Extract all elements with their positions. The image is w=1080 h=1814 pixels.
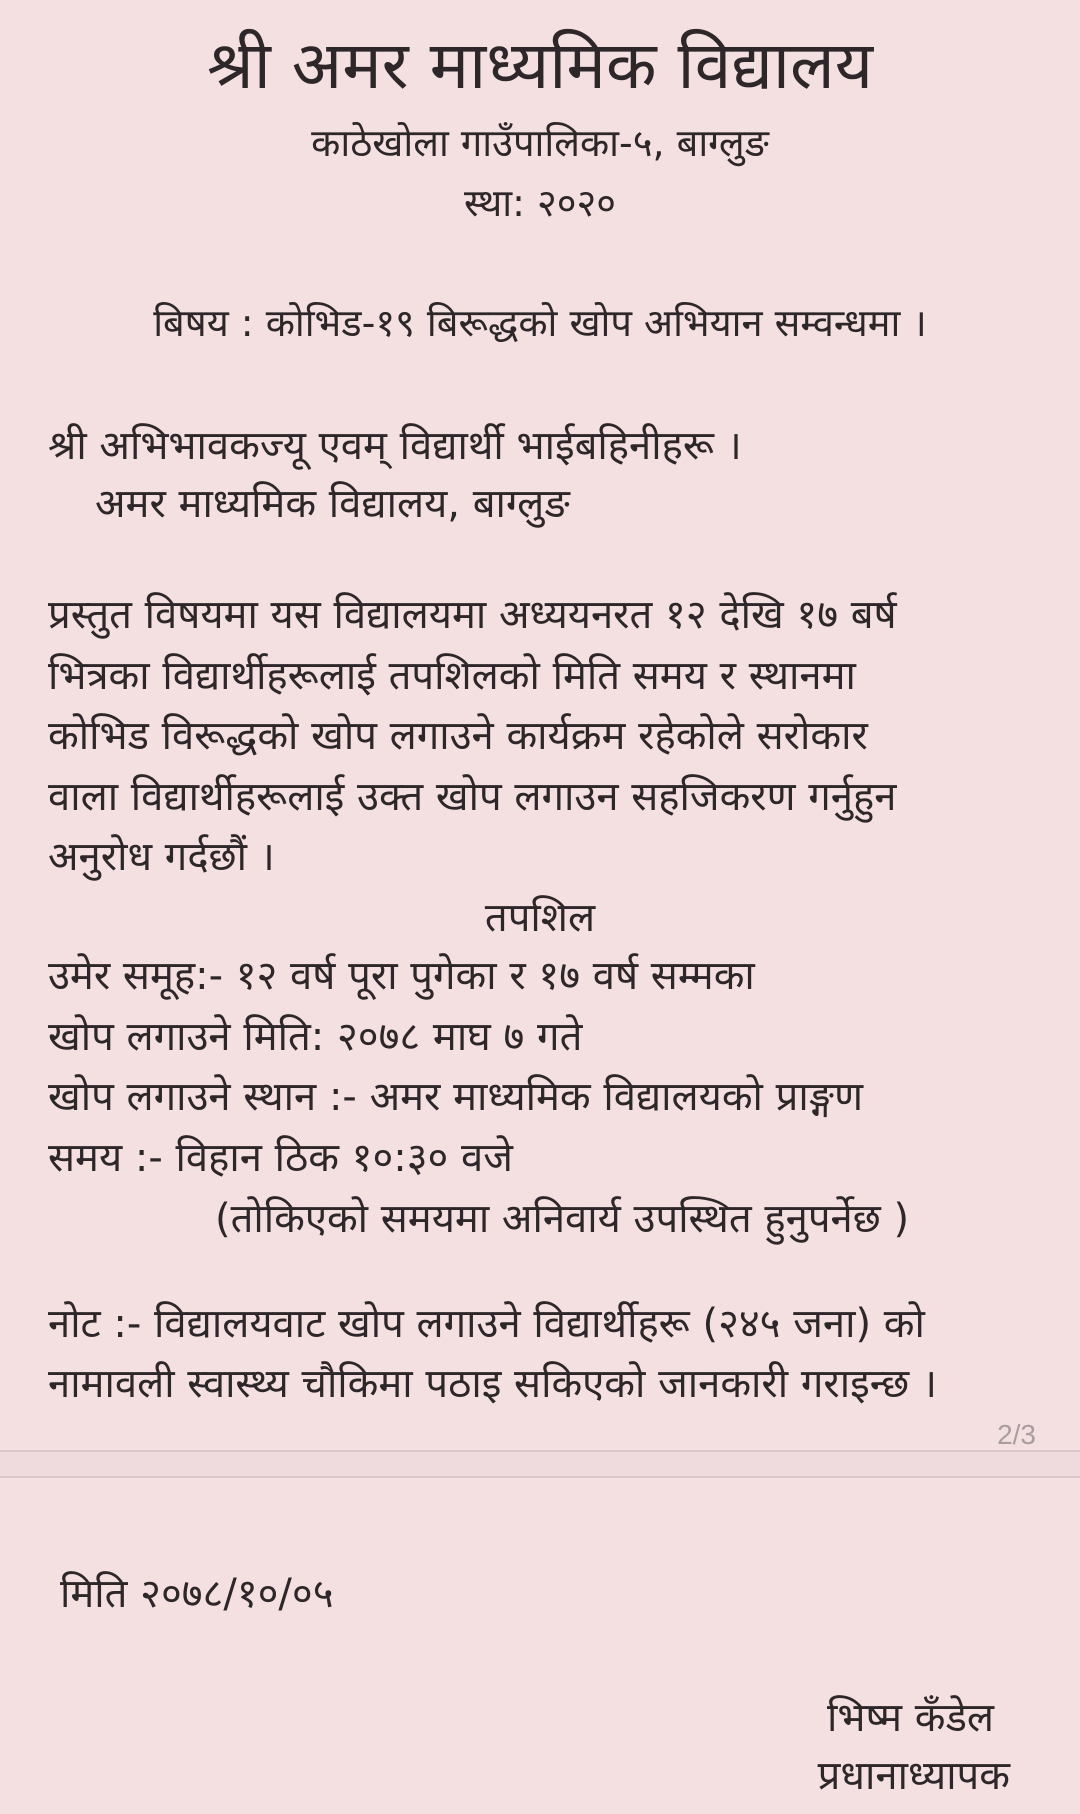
addressee-line-2: अमर माध्यमिक विद्यालय, बाग्लुङ (95, 481, 570, 527)
body-line: प्रस्तुत विषयमा यस विद्यालयमा अध्ययनरत १२ देखि १७ बर्ष (48, 592, 897, 638)
school-name: श्री अमर माध्यमिक विद्यालय (206, 27, 874, 104)
body-line: अनुरोध गर्दछौं । (48, 834, 275, 880)
letter-subject: बिषय : कोभिड-१९ बिरूद्धको खोप अभियान सम्वन्धमा । (153, 301, 927, 345)
school-address: काठेखोला गाउँपालिका-५, बाग्लुङ (311, 121, 769, 165)
body-line: वाला विद्यार्थीहरूलाई उक्त खोप लगाउन सहजिकरण गर्नुहुन (48, 773, 897, 820)
details-heading: तपशिल (484, 895, 596, 941)
note-line-1: नोट :- विद्यालयवाट खोप लगाउने विद्यार्थीहरू (२४५ जना) को (48, 1301, 925, 1347)
body-line: कोभिड विरूद्धको खोप लगाउने कार्यक्रम रहेकोले सरोकार (48, 713, 868, 759)
vaccination-time-line: समय :- विहान ठिक १०:३० वजे (48, 1135, 513, 1181)
page-divider (0, 1450, 1080, 1478)
signatory-name: भिष्म कँडेल (827, 1695, 994, 1741)
body-line: भित्रका विद्यार्थीहरूलाई तपशिलको मिति समय र स्थानमा (48, 652, 856, 699)
signatory-title: प्रधानाध्यापक (817, 1753, 1010, 1799)
letter-date: मिति २०७८/१०/०५ (60, 1571, 334, 1617)
vaccination-date-line: खोप लगाउने मिति: २०७८ माघ ७ गते (48, 1014, 583, 1060)
age-group-line: उमेर समूह:- १२ वर्ष पूरा पुगेका र १७ वर्ष सम्मका (48, 953, 755, 999)
addressee-line-1: श्री अभिभावकज्यू एवम् विद्यार्थी भाईबहिनीहरू । (48, 423, 742, 469)
established-year: स्था: २०२० (463, 181, 617, 225)
note-line-2: नामावली स्वास्थ्य चौकिमा पठाइ सकिएको जानकारी गराइन्छ । (48, 1361, 938, 1407)
body-paragraph (48, 585, 1048, 888)
attendance-note: (तोकिएको समयमा अनिवार्य उपस्थित हुनुपर्नेछ ) (215, 1196, 910, 1242)
page-indicator: 2/3 (997, 1419, 1036, 1450)
vaccination-venue-line: खोप लगाउने स्थान :- अमर माध्यमिक विद्यालयको प्राङ्गण (48, 1074, 863, 1120)
